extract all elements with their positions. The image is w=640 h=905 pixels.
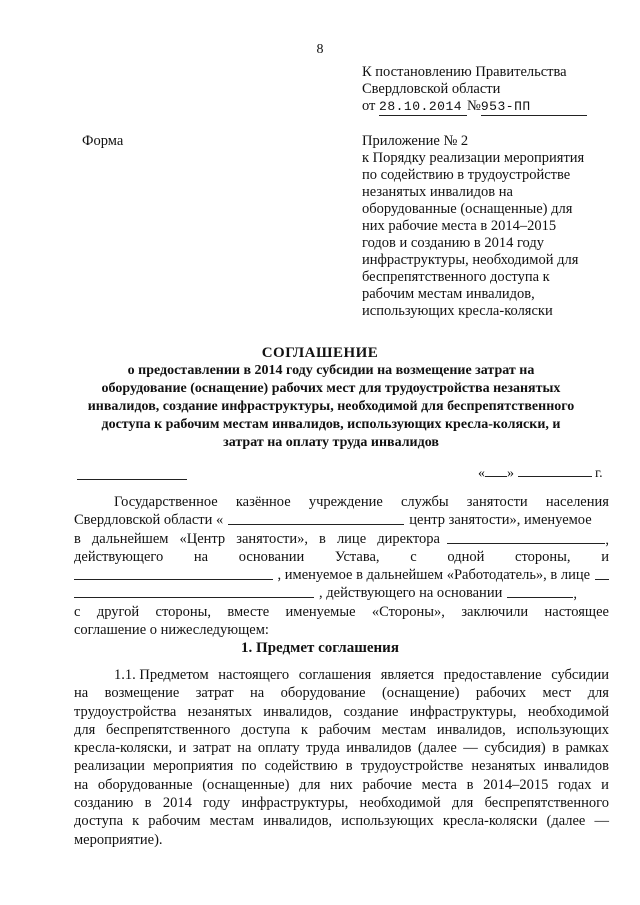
intro-line-3: [74, 530, 609, 548]
section-1-heading: 1. Предмет соглашения: [241, 640, 399, 656]
word: на: [237, 740, 252, 757]
appendix-line: оборудованные (оснащенные) для: [362, 201, 573, 217]
word: инфраструктуры,: [409, 703, 517, 720]
intro-line-2: [74, 511, 609, 529]
decree-line-1: К постановлению Правительства: [362, 64, 567, 80]
word: «Стороны»,: [371, 603, 445, 620]
word: для: [587, 685, 609, 702]
clause-line: [74, 721, 609, 739]
basis-blank[interactable]: [507, 584, 573, 598]
clause-line: [74, 703, 609, 721]
word: (оснащенные): [202, 776, 290, 793]
word: инвалидов,: [263, 813, 333, 830]
decree-reference: [362, 64, 587, 116]
word: с: [74, 603, 81, 620]
appendix-line: по содействию в трудоустройстве: [362, 167, 571, 183]
word: на: [74, 685, 89, 702]
word: необходимой: [527, 703, 609, 720]
word: создание: [343, 703, 399, 720]
intro-text: , именуемое в дальнейшем «Работодатель», в лице: [277, 567, 591, 584]
page-number: 8: [316, 42, 324, 57]
comma: ,: [573, 586, 577, 603]
word: доступа: [241, 721, 291, 738]
decree-date: 28.10.2014: [379, 98, 467, 116]
word: одной: [447, 548, 485, 565]
word: инфраструктуры,: [241, 795, 349, 812]
word: местам: [381, 721, 427, 738]
word: —: [594, 813, 609, 830]
clause-1-1: [74, 666, 609, 849]
appendix-line: незанятых инвалидов на: [362, 184, 513, 200]
word: предоставление: [443, 667, 542, 683]
word: к: [132, 813, 140, 830]
word: на: [250, 685, 265, 702]
word: рабочие: [362, 776, 412, 793]
word: мероприятие).: [74, 831, 163, 848]
center-name-blank[interactable]: [228, 511, 404, 525]
word: другой: [96, 603, 140, 620]
form-label: Форма: [82, 133, 124, 149]
word: Государственное: [114, 494, 218, 510]
word: на: [74, 776, 89, 793]
word: годах: [558, 776, 592, 793]
word: является: [380, 667, 435, 683]
place-blank[interactable]: [77, 478, 187, 480]
word: вместе: [227, 603, 270, 620]
word: труда: [306, 740, 340, 757]
year-suffix: г.: [595, 466, 603, 481]
decree-number: 953-ПП: [481, 98, 587, 116]
intro-line-1: [74, 493, 609, 511]
appendix-line: них рабочие места в 2014–2015: [362, 218, 557, 234]
word: трудоустройства: [74, 703, 177, 720]
word: места: [421, 776, 457, 793]
clause-line: [74, 684, 609, 702]
word: кресла-коляски: [442, 813, 538, 830]
representative-blank[interactable]: [74, 584, 314, 598]
word: субсидии: [551, 667, 609, 683]
intro-line-8: [74, 621, 609, 639]
number-prefix: №: [467, 98, 481, 114]
intro-text: Свердловской области «: [74, 512, 224, 529]
word: настоящее: [544, 603, 609, 620]
clause-line: [74, 739, 609, 757]
word: необходимой: [359, 795, 441, 812]
word: рамках: [565, 740, 609, 757]
close-quote: »: [507, 466, 514, 481]
agreement-date-line: [478, 463, 603, 482]
word: в: [74, 530, 81, 547]
month-blank[interactable]: [518, 463, 592, 477]
appendix-line: рабочим местам инвалидов,: [362, 286, 535, 302]
word: 2014–2015: [483, 776, 549, 793]
word: них: [330, 776, 353, 793]
word: доступа: [74, 813, 124, 830]
word: инвалидов: [346, 740, 412, 757]
word: субсидия): [484, 740, 546, 757]
word: незанятых: [471, 758, 536, 775]
word: службы: [400, 494, 449, 510]
word: с: [410, 548, 417, 565]
word: рабочих: [475, 685, 527, 702]
word: в: [466, 776, 474, 793]
word: реализации: [74, 758, 145, 775]
word: по: [241, 758, 257, 775]
appendix-line: использующих кресла-коляски: [362, 303, 553, 319]
word: инвалидов,: [436, 721, 506, 738]
clause-line: [74, 757, 609, 775]
word: дальнейшем: [91, 530, 169, 547]
employer-rep-blank[interactable]: [595, 566, 609, 580]
intro-text: соглашение о нижеследующем:: [74, 622, 269, 639]
appendix-line: инфраструктуры, необходимой для: [362, 252, 579, 268]
word: —: [463, 740, 478, 757]
intro-words: [74, 530, 440, 548]
word: стороны,: [515, 548, 571, 565]
word: занятости: [466, 494, 528, 510]
word: (оснащение): [381, 685, 460, 702]
word: соглашения: [298, 667, 372, 683]
word: инвалидов,: [263, 703, 333, 720]
word: (далее: [546, 813, 586, 830]
appendix-line: годов и созданию в 2014 году: [362, 235, 544, 251]
intro-line-4: [74, 548, 609, 566]
word: в: [552, 740, 560, 757]
document-title: СОГЛАШЕНИЕ: [261, 345, 379, 361]
intro-text: центр занятости», именуемое: [409, 512, 592, 529]
word: 1.1. Предметом: [114, 667, 209, 683]
intro-line-7: [74, 603, 609, 621]
word: Устава,: [334, 548, 380, 565]
word: использующих: [516, 721, 609, 738]
appendix-line: Приложение № 2: [362, 133, 469, 149]
word: в: [144, 795, 152, 812]
subtitle-line: доступа к рабочим местам инвалидов, использующих кресла-коляски, и: [101, 417, 561, 432]
word: в: [319, 530, 326, 547]
word: 2014: [162, 795, 192, 812]
word: беспрепятственного: [106, 721, 231, 738]
word: заключили: [461, 603, 529, 620]
intro-line-6: [74, 584, 609, 602]
word: для: [451, 795, 474, 812]
word: для: [74, 721, 96, 738]
word: инвалидов: [543, 758, 609, 775]
subtitle-line: о предоставлении в 2014 году субсидии на возмещение затрат на: [127, 363, 535, 378]
word: незанятых: [187, 703, 252, 720]
word: для: [299, 776, 321, 793]
word: учреждение: [308, 494, 383, 510]
word: затрат: [192, 740, 231, 757]
word: местам: [209, 813, 255, 830]
word: созданию: [74, 795, 134, 812]
appendix-line: беспрепятственного доступа к: [362, 269, 550, 285]
appendix-reference: [362, 133, 584, 320]
day-blank[interactable]: [485, 463, 507, 477]
word: именуемые: [285, 603, 356, 620]
word: казённое: [235, 494, 291, 510]
word: мероприятия: [153, 758, 234, 775]
word: директора: [377, 530, 440, 547]
subtitle-line: затрат на оплату труда инвалидов: [223, 435, 439, 450]
clause-line: [74, 666, 609, 684]
subtitle-line: инвалидов, создание инфраструктуры, необходимой для беспрепятственного: [87, 399, 575, 414]
comma: ,: [605, 531, 609, 548]
decree-date-line: [362, 98, 587, 116]
word: настоящего: [218, 667, 290, 683]
intro-text: , действующего на основании: [319, 585, 503, 602]
document-subtitle: [62, 362, 600, 452]
word: и: [601, 548, 609, 565]
subtitle-line: оборудование (оснащение) рабочих мест для трудоустройства незанятых: [101, 381, 561, 396]
director-blank[interactable]: [447, 530, 605, 544]
intro-paragraph: [74, 493, 609, 639]
clause-line: [74, 776, 609, 794]
word: к: [300, 721, 308, 738]
word: населения: [545, 494, 609, 510]
word: стороны,: [155, 603, 211, 620]
word: оборудование: [280, 685, 366, 702]
word: содействию: [264, 758, 338, 775]
word: кресла-коляски,: [74, 740, 173, 757]
word: в: [345, 758, 353, 775]
word: рабочим: [148, 813, 201, 830]
word: занятости»,: [236, 530, 308, 547]
word: рабочим: [318, 721, 371, 738]
word: действующего: [74, 548, 164, 565]
word: оплату: [257, 740, 300, 757]
decree-line-2: Свердловской области: [362, 81, 501, 97]
word: затрат: [195, 685, 234, 702]
word: лице: [336, 530, 367, 547]
word: использующих: [341, 813, 434, 830]
basis-field: [507, 584, 577, 602]
word: «Центр: [179, 530, 226, 547]
clause-line: [74, 812, 609, 830]
word: и: [178, 740, 187, 757]
open-quote: «: [478, 466, 485, 481]
intro-line-5: [74, 566, 609, 584]
word: мест: [542, 685, 572, 702]
clause-line: [74, 831, 609, 849]
clause-line: [74, 794, 609, 812]
word: трудоустройстве: [360, 758, 464, 775]
director-field: [447, 530, 609, 548]
word: возмещение: [104, 685, 180, 702]
employer-blank[interactable]: [74, 566, 273, 580]
word: оборудованные: [97, 776, 193, 793]
word: основании: [238, 548, 305, 565]
word: и: [601, 776, 609, 793]
appendix-line: к Порядку реализации мероприятия: [362, 150, 585, 166]
word: на: [193, 548, 209, 565]
word: беспрепятственного: [484, 795, 609, 812]
date-prefix: от: [362, 98, 376, 114]
word: году: [203, 795, 231, 812]
word: (далее: [417, 740, 457, 757]
